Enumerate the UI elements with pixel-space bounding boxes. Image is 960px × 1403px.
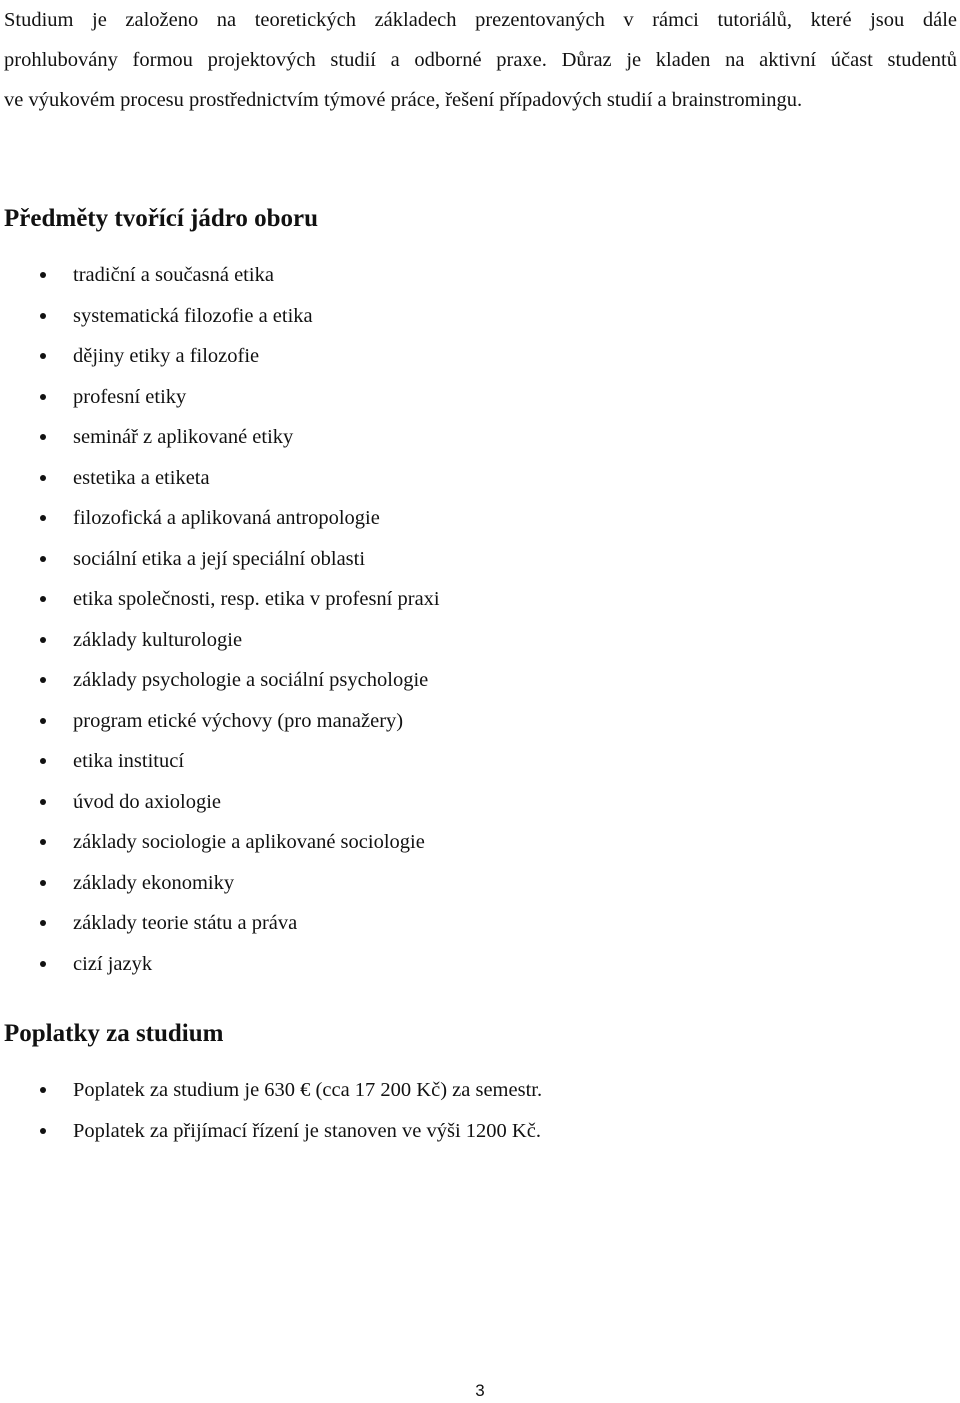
- bullet-icon: [40, 677, 46, 683]
- list-item-text: základy kulturologie: [73, 628, 243, 651]
- bullet-icon: [40, 1128, 46, 1134]
- bullet-icon: [40, 394, 46, 400]
- list-item-text: estetika a etiketa: [73, 466, 210, 489]
- bullet-icon: [40, 556, 46, 562]
- bullet-icon: [40, 1087, 46, 1093]
- list-item-text: seminář z aplikované etiky: [73, 426, 294, 448]
- list-item: [0, 706, 440, 747]
- bullet-icon: [40, 880, 46, 886]
- list-item-text: etika institucí: [73, 750, 185, 772]
- bullet-icon: [40, 920, 46, 926]
- list-item-text: program etické výchovy (pro manažery): [73, 709, 404, 732]
- bullet-icon: [40, 515, 46, 521]
- list-item: [0, 827, 440, 868]
- list-item: [0, 341, 440, 382]
- list-item: [0, 260, 440, 301]
- bullet-icon: [40, 353, 46, 359]
- bullet-icon: [40, 758, 46, 764]
- list-item-text: dějiny etiky a filozofie: [73, 345, 260, 367]
- list-item-text: základy ekonomiky: [73, 871, 235, 894]
- fees-heading: Poplatky za studium: [4, 1020, 224, 1047]
- bullet-icon: [40, 475, 46, 481]
- list-item-text: úvod do axiologie: [73, 790, 222, 813]
- list-item: [0, 746, 440, 787]
- list-item-text: základy teorie státu a práva: [73, 912, 298, 934]
- list-item-text: tradiční a současná etika: [73, 264, 274, 286]
- core-subjects-heading: Předměty tvořící jádro oboru: [4, 205, 319, 232]
- list-item: [0, 463, 440, 504]
- intro-paragraph: [4, 0, 957, 120]
- list-item: [0, 1075, 542, 1116]
- fees-list: [0, 1075, 542, 1156]
- intro-line: prohlubovány formou projektových studií a odborné praxe. Důraz je kladen na aktivní účast studentů: [4, 49, 957, 71]
- list-item-text: etika společnosti, resp. etika v profesní praxi: [73, 588, 440, 610]
- list-item-text: systematická filozofie a etika: [73, 304, 313, 327]
- bullet-icon: [40, 313, 46, 319]
- list-item-text: filozofická a aplikovaná antropologie: [73, 507, 380, 529]
- list-item-text: profesní etiky: [73, 385, 187, 408]
- list-item-text: sociální etika a její speciální oblasti: [73, 547, 366, 570]
- list-item: [0, 584, 440, 625]
- list-item: [0, 625, 440, 666]
- list-item: [0, 301, 440, 342]
- bullet-icon: [40, 799, 46, 805]
- list-item-text: Poplatek za studium je 630 € (cca 17 200 Kč) za semestr.: [73, 1079, 543, 1101]
- list-item-text: cizí jazyk: [73, 952, 153, 975]
- bullet-icon: [40, 718, 46, 724]
- list-item: [0, 868, 440, 909]
- intro-line: Studium je založeno na teoretických základech prezentovaných v rámci tutoriálů, které jsou dále: [4, 9, 957, 31]
- list-item: [0, 382, 440, 423]
- bullet-icon: [40, 272, 46, 278]
- list-item: [0, 503, 440, 544]
- bullet-icon: [40, 637, 46, 643]
- list-item: [0, 787, 440, 828]
- bullet-icon: [40, 961, 46, 967]
- list-item: [0, 665, 440, 706]
- list-item: [0, 544, 440, 585]
- bullet-icon: [40, 839, 46, 845]
- list-item: [0, 908, 440, 949]
- bullet-icon: [40, 434, 46, 440]
- list-item-text: základy psychologie a sociální psychologie: [73, 669, 429, 691]
- core-subjects-list: [0, 260, 440, 989]
- list-item-text: Poplatek za přijímací řízení je stanoven ve výši 1200 Kč.: [73, 1119, 541, 1142]
- bullet-icon: [40, 596, 46, 602]
- list-item: [0, 422, 440, 463]
- list-item-text: základy sociologie a aplikované sociologie: [73, 831, 425, 853]
- intro-line: ve výukovém procesu prostřednictvím týmové práce, řešení případových studií a brainstromingu.: [4, 89, 803, 111]
- list-item: [0, 1116, 542, 1157]
- page-number: 3: [475, 1381, 485, 1400]
- list-item: [0, 949, 440, 990]
